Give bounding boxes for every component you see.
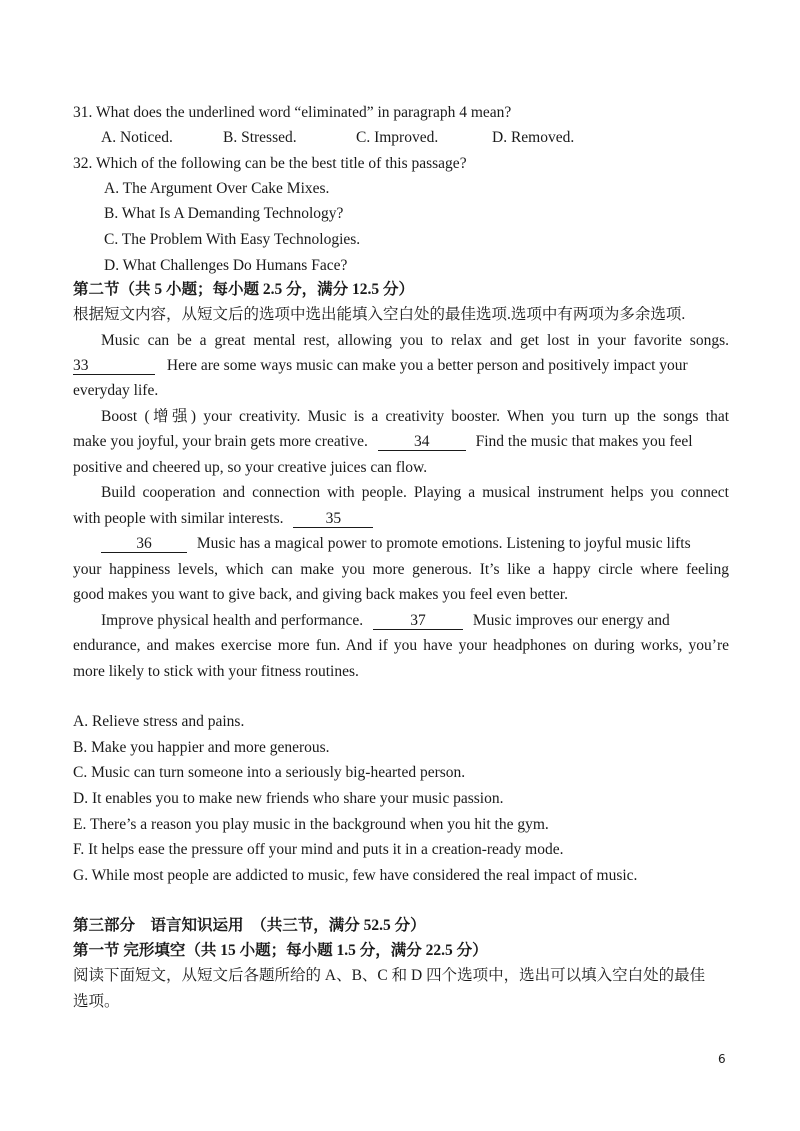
blank-37: 37 [373,612,463,630]
p5-line-1b: Music improves our energy and [472,612,670,629]
blank-36: 36 [101,535,187,553]
blank-34: 34 [378,433,466,451]
p5-line-3: more likely to stick with your fitness routines. [73,663,359,680]
choice-e: E. There’s a reason you play music in the background when you hit the gym. [73,816,549,833]
part-3-subheading: 第一节 完形填空（共 15 小题；每小题 1.5 分，满分 22.5 分） [73,942,488,959]
part-3-heading: 第三部分 语言知识运用 （共三节，满分 52.5 分） [73,917,426,934]
p3-line-2 [73,509,729,529]
q31-option-a: A. Noticed. [101,129,173,146]
p5-line-2: endurance, and makes exercise more fun. And if you have your headphones on during works, you’re [73,637,729,654]
p1-line-2-text: Here are some ways music can make you a better person and positively impact your [166,357,688,374]
p4-line-1-text: Music has a magical power to promote emotions. Listening to joyful music lifts [196,535,691,552]
q31-option-c: C. Improved. [356,129,439,146]
p3-line-1: Build cooperation and connection with people. Playing a musical instrument helps you connect [101,484,729,501]
question-31-stem: 31. What does the underlined word “eliminated” in paragraph 4 mean? [73,104,512,121]
p1-line-2 [73,356,729,376]
q32-option-b: B. What Is A Demanding Technology? [104,205,344,222]
p2-line-2a: make you joyful, your brain gets more creative. [73,433,368,450]
part-3-instruction-line-1: 阅读下面短文，从短文后各题所给的 A、B、C 和 D 四个选项中，选出可以填入空白处的最佳 [73,967,706,984]
p2-line-1: Boost (增强) your creativity. Music is a creativity booster. When you turn up the songs that [101,408,729,425]
q32-option-d: D. What Challenges Do Humans Face? [104,257,348,274]
p3-line-2-text: with people with similar interests. [73,510,284,527]
section-2-heading: 第二节（共 5 小题；每小题 2.5 分，满分 12.5 分） [73,281,415,298]
part-3-instruction-line-2: 选项。 [73,993,120,1010]
q31-option-d: D. Removed. [492,129,575,146]
p1-line-1: Music can be a great mental rest, allowing you to relax and get lost in your favorite songs. [101,332,729,349]
q31-option-b: B. Stressed. [223,129,297,146]
choice-a: A. Relieve stress and pains. [73,713,245,730]
p4-line-2: your happiness levels, which can make you more generous. It’s like a happy circle where feeling [73,561,729,578]
choice-d: D. It enables you to make new friends who share your music passion. [73,790,504,807]
choice-b: B. Make you happier and more generous. [73,739,330,756]
section-2-instruction: 根据短文内容，从短文后的选项中选出能填入空白处的最佳选项.选项中有两项为多余选项. [73,306,686,323]
choice-g: G. While most people are addicted to music, few have considered the real impact of music. [73,867,638,884]
q32-option-c: C. The Problem With Easy Technologies. [104,231,361,248]
p4-line-1 [101,534,729,554]
q32-option-a: A. The Argument Over Cake Mixes. [104,180,330,197]
p4-line-3: good makes you want to give back, and giving back makes you feel even better. [73,586,568,603]
blank-33: 33 [73,357,155,375]
p2-line-2 [73,432,729,452]
page-number: 6 [718,1052,726,1066]
question-32-stem: 32. Which of the following can be the best title of this passage? [73,155,467,172]
p1-line-3: everyday life. [73,382,159,399]
question-31-options [101,128,729,148]
p2-line-2b: Find the music that makes you feel [475,433,693,450]
p2-line-3: positive and cheered up, so your creative juices can flow. [73,459,428,476]
p5-line-1 [101,611,729,631]
blank-35: 35 [293,510,373,528]
choice-c: C. Music can turn someone into a seriously big-hearted person. [73,764,466,781]
choice-f: F. It helps ease the pressure off your mind and puts it in a creation-ready mode. [73,841,564,858]
p5-line-1a: Improve physical health and performance. [101,612,364,629]
